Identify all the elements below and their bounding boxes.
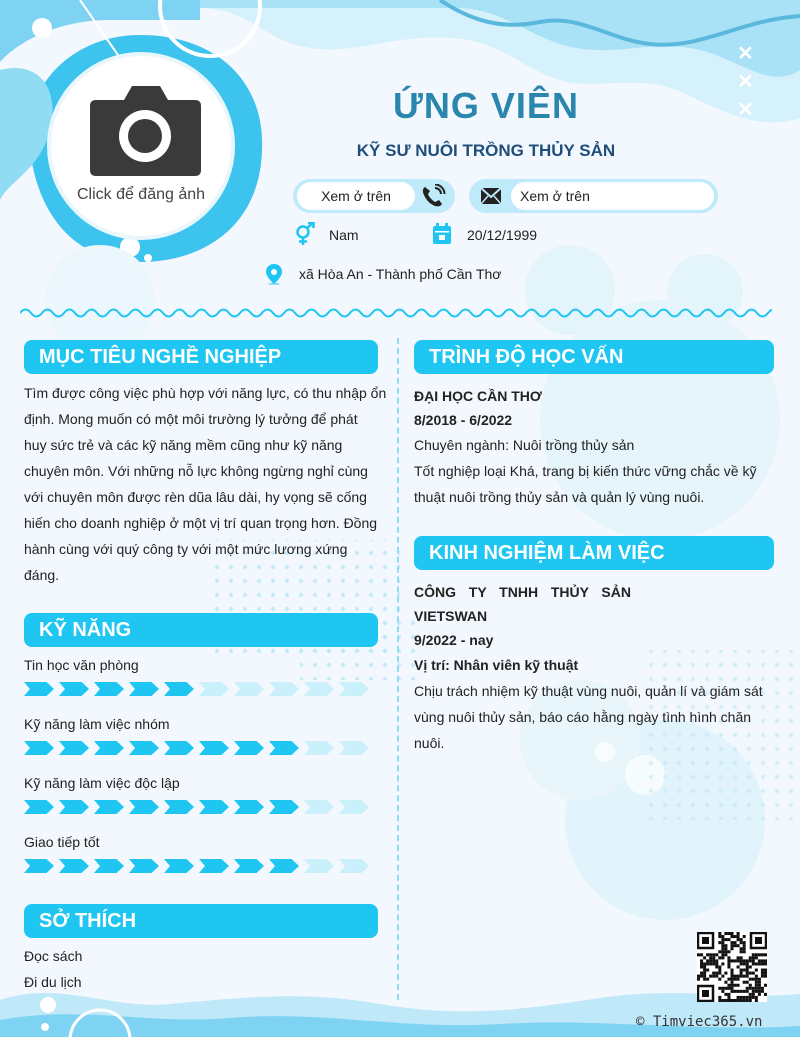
- email-field[interactable]: [469, 179, 718, 213]
- objective-line: chuyên môn. Với những nỗ lực không ngừng nghỉ cùng: [24, 463, 368, 479]
- objective-line: huy sức trẻ và các kỹ năng mềm cũng như kỹ năng: [24, 437, 343, 453]
- phone-value[interactable]: Xem ở trên: [297, 182, 415, 210]
- camera-icon: [88, 78, 203, 178]
- avatar-upload[interactable]: [47, 52, 235, 240]
- objective-line: với chuyên môn được rèn dũa lâu dài, hy vọng sẽ cống: [24, 489, 367, 505]
- qr-code: [697, 932, 767, 1002]
- skill-name[interactable]: Kỹ năng làm việc độc lập: [24, 775, 180, 791]
- close-icon[interactable]: ✕: [737, 43, 754, 65]
- gender-value[interactable]: Nam: [329, 227, 359, 243]
- location-pin-icon: [264, 263, 284, 285]
- calendar-icon: [432, 223, 452, 245]
- hobby-item[interactable]: Đọc sách: [24, 948, 83, 964]
- skills-heading: KỸ NĂNG: [24, 613, 378, 647]
- education-desc-line: Tốt nghiệp loại Khá, trang bị kiến thức vững chắc về kỹ: [414, 463, 757, 479]
- objective-heading: MỤC TIÊU NGHỀ NGHIỆP: [24, 340, 378, 374]
- objective-line: đáng.: [24, 567, 60, 583]
- objective-line: hành cùng với quý công ty với một mức lương xứng: [24, 541, 348, 557]
- company-name-line[interactable]: CÔNG TY TNHH THỦY SẢN: [414, 584, 631, 600]
- objective-line: định. Mong muốn có một môi trường lý tưởng để phát: [24, 411, 358, 427]
- hobby-item[interactable]: Đi du lịch: [24, 974, 82, 990]
- company-name-line[interactable]: VIETSWAN: [414, 608, 488, 624]
- school-name[interactable]: ĐẠI HỌC CẦN THƠ: [414, 388, 542, 404]
- skill-name[interactable]: Kỹ năng làm việc nhóm: [24, 716, 170, 732]
- email-value[interactable]: Xem ở trên: [511, 182, 714, 210]
- experience-period[interactable]: 9/2022 - nay: [414, 632, 494, 648]
- skill-name[interactable]: Tin học văn phòng: [24, 657, 139, 673]
- copyright-text: © Timviec365.vn: [636, 1014, 763, 1030]
- experience-desc-line: nuôi.: [414, 735, 445, 751]
- skill-name[interactable]: Giao tiếp tốt: [24, 834, 100, 850]
- close-icon[interactable]: ✕: [737, 99, 754, 121]
- phone-field[interactable]: [293, 179, 455, 213]
- candidate-name[interactable]: ỨNG VIÊN: [393, 85, 579, 126]
- experience-role[interactable]: Vị trí: Nhân viên kỹ thuật: [414, 657, 579, 673]
- avatar-caption: Click để đăng ảnh: [76, 186, 206, 203]
- objective-line: Tìm được công việc phù hợp với năng lực, có thu nhập ổn: [24, 385, 387, 401]
- education-period[interactable]: 8/2018 - 6/2022: [414, 412, 513, 428]
- close-icon[interactable]: ✕: [737, 71, 754, 93]
- birthday-value[interactable]: 20/12/1999: [467, 227, 538, 243]
- education-desc-line: thuật nuôi trồng thủy sản và quản lý vùng nuôi.: [414, 489, 705, 505]
- gender-icon: [294, 222, 316, 246]
- phone-icon: [420, 184, 446, 208]
- experience-desc-line: vùng nuôi thủy sản, báo cáo hằng ngày tình hình chăn: [414, 709, 752, 725]
- wavy-divider: [20, 303, 772, 323]
- job-position[interactable]: KỸ SƯ NUÔI TRỒNG THỦY SẢN: [356, 141, 616, 160]
- mail-icon: [480, 187, 502, 205]
- education-heading: TRÌNH ĐỘ HỌC VẤN: [414, 340, 774, 374]
- objective-line: hiến cho doanh nghiệp ở một vị trí quan trọng hơn. Đồng: [24, 515, 378, 531]
- column-divider: [397, 338, 399, 1000]
- experience-desc-line: Chịu trách nhiệm kỹ thuật vùng nuôi, quản lí và giám sát: [414, 683, 763, 699]
- education-major[interactable]: Chuyên ngành: Nuôi trồng thủy sản: [414, 437, 635, 453]
- experience-heading: KINH NGHIỆM LÀM VIỆC: [414, 536, 774, 570]
- address-value[interactable]: xã Hòa An - Thành phố Cần Thơ: [299, 266, 502, 282]
- hobbies-heading: SỞ THÍCH: [24, 904, 378, 938]
